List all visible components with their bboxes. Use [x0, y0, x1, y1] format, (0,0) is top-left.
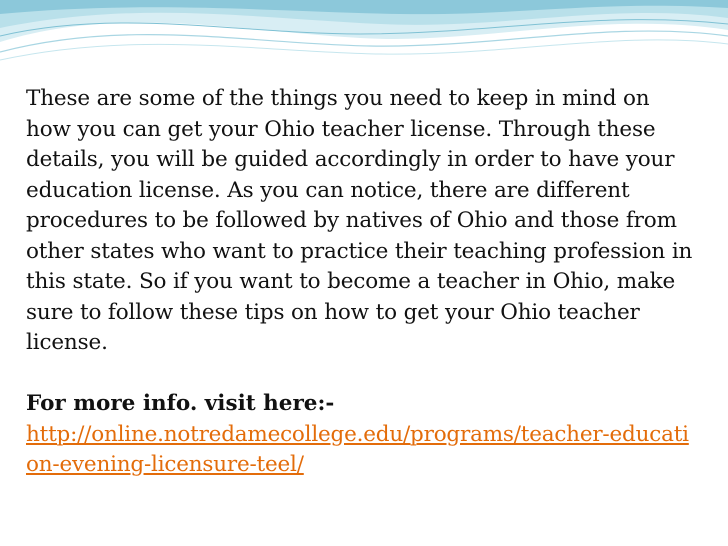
wave-header-decoration [0, 0, 728, 80]
slide-content [26, 84, 698, 481]
more-info-label: For more info. visit here:- [26, 391, 335, 416]
wave-line-2 [0, 40, 728, 60]
body-paragraph: These are some of the things you need to keep in mind on how you can get your Ohio teacher license. Through these details, you will be guided accordingly in order to have your education license. As you can notice, there are different procedures to be followed by natives of Ohio and those from other states who want to practice their teaching profession in this state. So if you want to become a teacher in Ohio, make sure to follow these tips on how to get your Ohio teacher license. [26, 86, 693, 355]
paragraph-spacer [26, 359, 698, 390]
licensure-link[interactable]: http://online.notredamecollege.edu/programs/teacher-education-evening-licensure-teel/ [26, 421, 689, 477]
